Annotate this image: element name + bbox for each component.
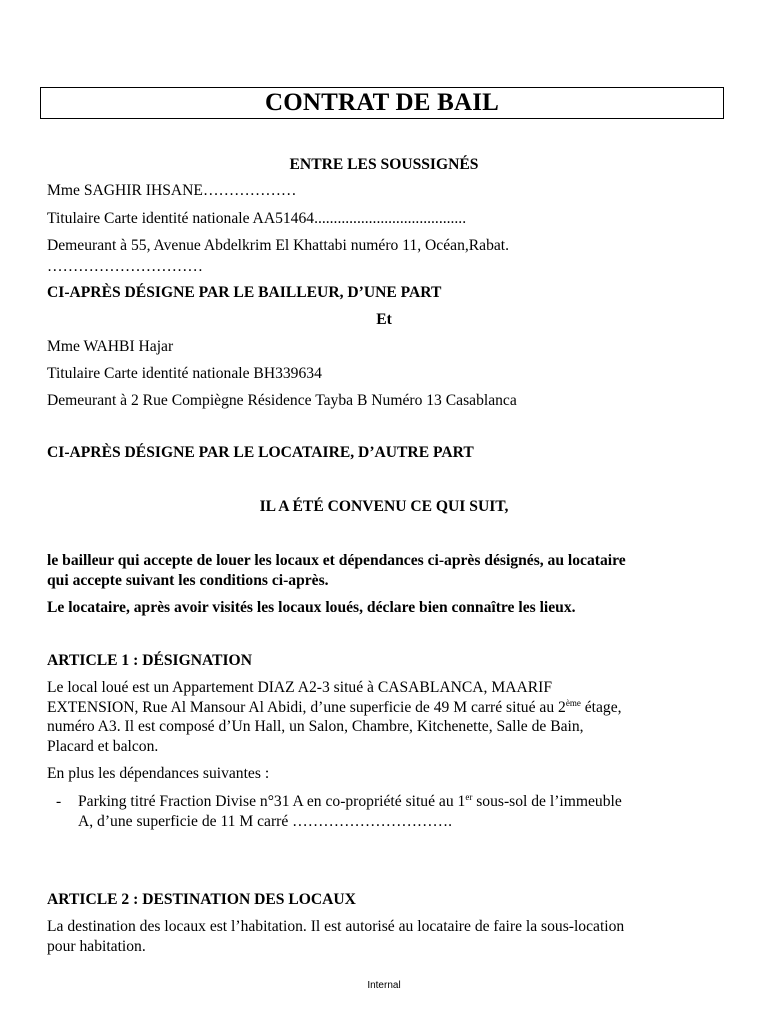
document-title: CONTRAT DE BAIL (264, 89, 500, 116)
intro-line-2: qui accepte suivant les conditions ci-après. (47, 572, 329, 589)
lessor-address-dots: ………………………… (47, 258, 203, 275)
article-2-line-1: La destination des locaux est l’habitation. Il est autorisé au locataire de faire la sous-location (47, 918, 625, 935)
agreed-heading: IL A ÉTÉ CONVENU CE QUI SUIT, (259, 498, 509, 515)
intro-line-1: le bailleur qui accepte de louer les locaux et dépendances ci-après désignés, au locataire (47, 552, 626, 569)
tenant-id-card: Titulaire Carte identité nationale BH339634 (47, 365, 322, 382)
intro-line-3: Le locataire, après avoir visités les locaux loués, déclare bien connaître les lieux. (47, 599, 576, 616)
title-box (40, 87, 724, 119)
lessor-id-card: Titulaire Carte identité nationale AA51464....................................... (47, 210, 467, 227)
article-2-line-2: pour habitation. (47, 938, 146, 955)
article-1-line-1: Le local loué est un Appartement DIAZ A2-3 situé à CASABLANCA, MAARIF (47, 679, 552, 696)
and-separator: Et (376, 311, 392, 328)
article-1-line-2: EXTENSION, Rue Al Mansour Al Abidi, d’une superficie de 49 M carré situé au 2ème étage, (47, 698, 622, 716)
tenant-name: Mme WAHBI Hajar (47, 338, 174, 355)
tenant-designation: CI-APRÈS DÉSIGNE PAR LE LOCATAIRE, D’AUTRE PART (47, 444, 474, 461)
tenant-address: Demeurant à 2 Rue Compiègne Résidence Tayba B Numéro 13 Casablanca (47, 392, 517, 409)
footer-classification: Internal (367, 980, 401, 991)
article-1-line-3: numéro A3. Il est composé d’Un Hall, un Salon, Chambre, Kitchenette, Salle de Bain, (47, 718, 584, 735)
lessor-designation: CI-APRÈS DÉSIGNE PAR LE BAILLEUR, D’UNE PART (47, 284, 442, 301)
parking-item-line-2: A, d’une superficie de 11 M carré …………………………. (78, 813, 453, 830)
parties-heading: ENTRE LES SOUSSIGNÉS (289, 156, 479, 173)
lessor-name: Mme SAGHIR IHSANE……………… (47, 182, 297, 199)
article-1-heading: ARTICLE 1 : DÉSIGNATION (47, 652, 252, 669)
lessor-address: Demeurant à 55, Avenue Abdelkrim El Khattabi numéro 11, Océan,Rabat. (47, 237, 510, 254)
article-1-line-4: Placard et balcon. (47, 738, 159, 755)
dependencies-intro: En plus les dépendances suivantes : (47, 765, 270, 782)
parking-item-line-1: Parking titré Fraction Divise n°31 A en co-propriété situé au 1er sous-sol de l’immeuble (78, 792, 622, 810)
bullet-dash: - (56, 793, 62, 810)
article-2-heading: ARTICLE 2 : DESTINATION DES LOCAUX (47, 891, 356, 908)
